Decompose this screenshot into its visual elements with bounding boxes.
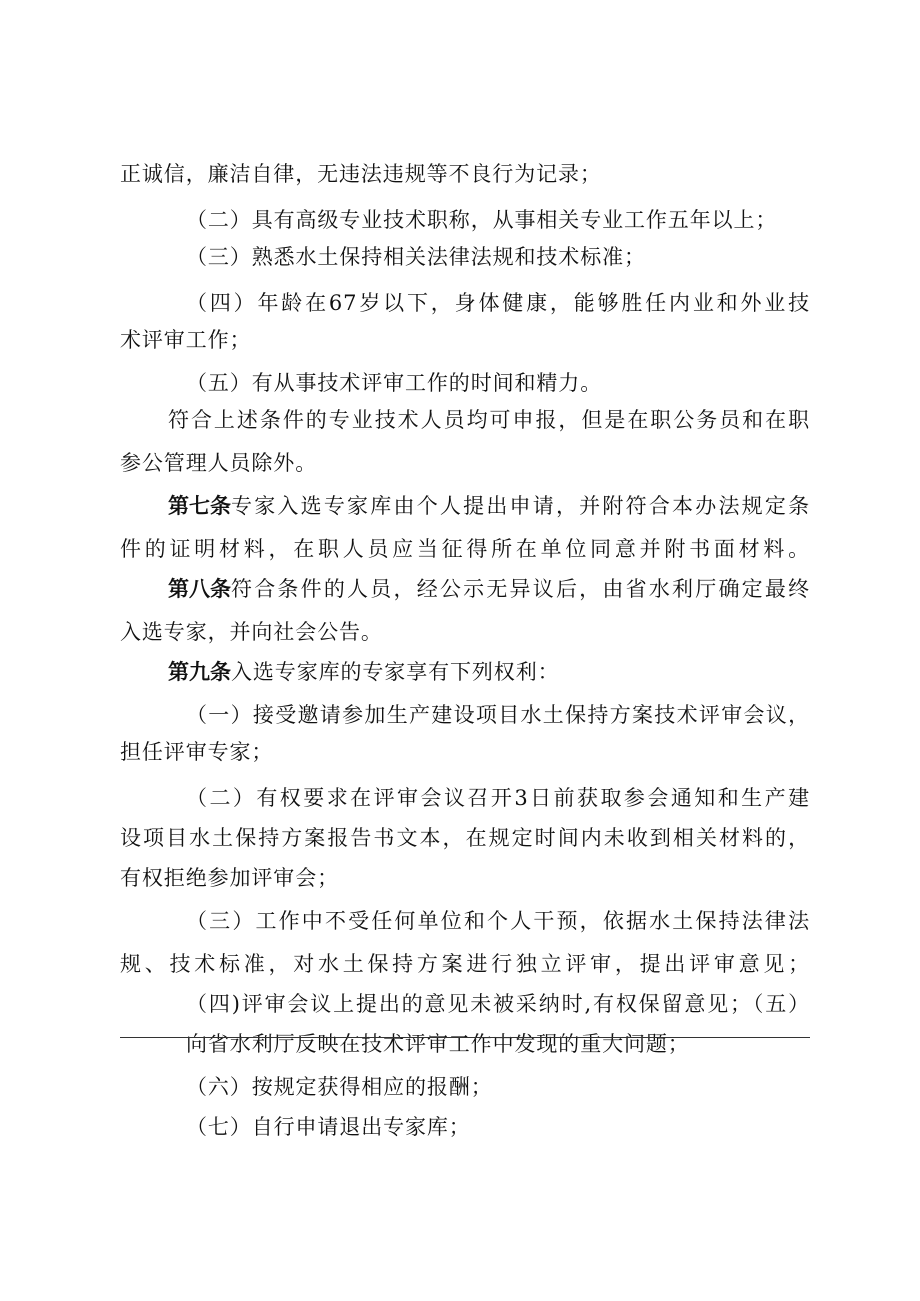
text-line: 担任评审专家； <box>120 740 274 764</box>
text-line: （六）按规定获得相应的报酬； <box>186 1075 493 1099</box>
text-line: （五）有从事技术评审工作的时间和精力。 <box>186 371 603 395</box>
text-line: （二）具有高级专业技术职称，从事相关专业工作五年以上； <box>186 208 778 232</box>
text-line: 正诚信，廉洁自律，无违法违规等不良行为记录； <box>120 162 602 186</box>
text-line: 术评审工作； <box>120 328 252 352</box>
text-line: （四)评审会议上提出的意见未被采纳时,有权保留意见；（五） <box>186 992 810 1016</box>
text-line: 设项目水土保持方案报告书文本，在规定时间内未收到相关材料的， <box>120 826 810 850</box>
article-text: 专家入选专家库由个人提出申请，并附符合本办法规定条 <box>231 494 810 518</box>
text-line: （三）工作中不受任何单位和个人干预，依据水土保持法律法 <box>186 909 810 933</box>
text-line: 参公管理人员除外。 <box>120 451 318 475</box>
text-line: （二）有权要求在评审会议召开3日前获取参会通知和生产建 <box>186 786 810 810</box>
text-line: （七）自行申请退出专家库； <box>186 1115 471 1139</box>
text-line: （三）熟悉水土保持相关法律法规和技术标准； <box>186 245 646 269</box>
article-label: 第九条 <box>168 660 231 684</box>
text-line: 入选专家，并向社会公告。 <box>120 620 383 644</box>
article-line <box>168 657 560 687</box>
article-text: 符合条件的人员，经公示无异议后，由省水利厅确定最终 <box>231 577 810 601</box>
article-text: 入选专家库的专家享有下列权利： <box>231 660 560 684</box>
text-line: （一）接受邀请参加生产建设项目水土保持方案技术评审会议， <box>186 703 810 727</box>
text-line: 有权拒绝参加评审会； <box>120 866 339 890</box>
article-label: 第八条 <box>168 577 231 601</box>
text-line: 符合上述条件的专业技术人员均可申报，但是在职公务员和在职 <box>168 408 810 432</box>
text-line: 规、技术标准，对水土保持方案进行独立评审，提出评审意见； <box>120 952 810 976</box>
article-label: 第七条 <box>168 494 231 518</box>
article-line <box>168 491 810 521</box>
text-line: 件的证明材料，在职人员应当征得所在单位同意并附书面材料。 <box>120 537 810 561</box>
text-line: （四）年龄在67岁以下，身体健康，能够胜任内业和外业技 <box>186 291 810 315</box>
article-line <box>168 574 810 604</box>
text-line: 向省水利厅反映在技术评审工作中发现的重大问题； <box>186 1032 690 1056</box>
divider-line <box>120 1037 810 1038</box>
